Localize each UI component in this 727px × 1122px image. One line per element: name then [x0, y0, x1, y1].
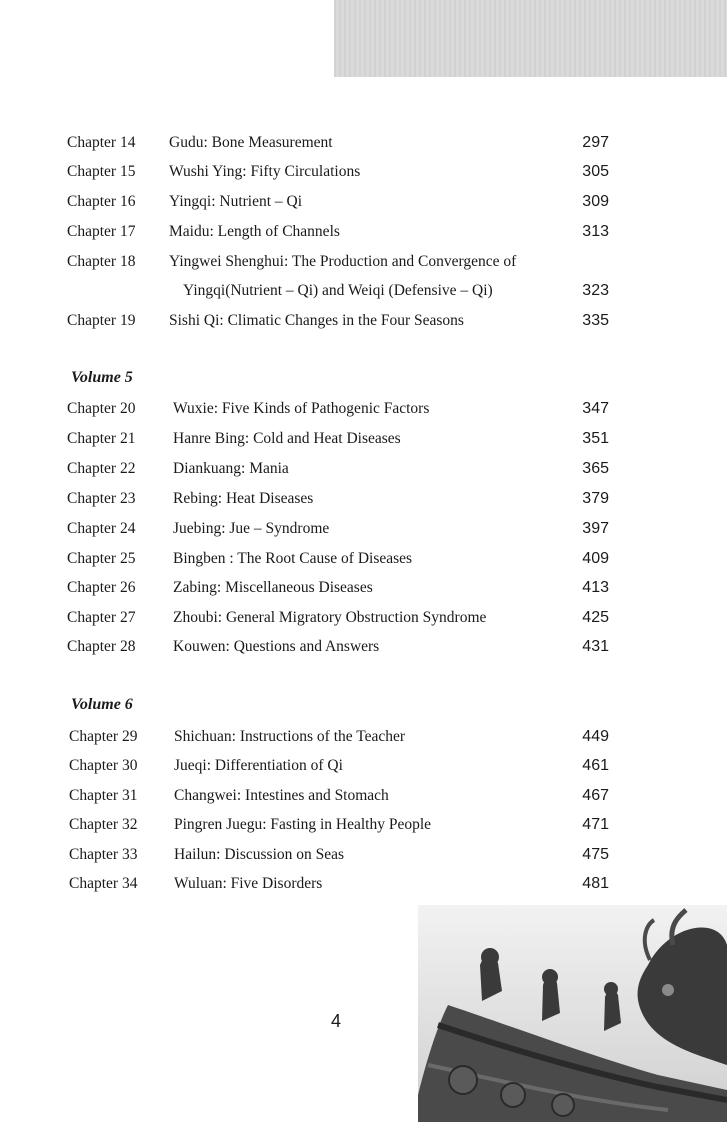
toc-entry — [0, 458, 727, 480]
toc-entry — [0, 221, 727, 243]
toc-entry — [0, 161, 727, 183]
chapter-title: Gudu: Bone Measurement — [169, 134, 333, 151]
toc-entry — [0, 518, 727, 540]
chapter-title: Juebing: Jue – Syndrome — [173, 520, 330, 537]
chapter-label: Chapter 19 — [67, 312, 136, 329]
page-ref: 449 — [582, 728, 609, 745]
page-ref: 471 — [582, 816, 609, 833]
toc-entry — [0, 251, 727, 273]
page-ref: 431 — [582, 638, 609, 655]
toc-entry — [0, 726, 727, 748]
page-ref: 397 — [582, 520, 609, 537]
chapter-title: Bingben : The Root Cause of Diseases — [173, 550, 413, 567]
chapter-title: Kouwen: Questions and Answers — [173, 638, 380, 655]
chapter-title: Wushi Ying: Fifty Circulations — [169, 163, 361, 180]
toc-entry — [0, 310, 727, 332]
page-ref: 323 — [582, 282, 609, 299]
chapter-label: Chapter 34 — [69, 875, 138, 892]
toc-entry — [0, 785, 727, 807]
toc-entry — [0, 488, 727, 510]
chapter-title: Yingwei Shenghui: The Production and Convergence of — [169, 253, 517, 270]
page-ref: 305 — [582, 163, 609, 180]
chapter-label: Chapter 27 — [67, 609, 136, 626]
chapter-title: Hanre Bing: Cold and Heat Diseases — [173, 430, 401, 447]
chapter-label: Chapter 17 — [67, 223, 136, 240]
chapter-label: Chapter 20 — [67, 400, 136, 417]
roof-ornament-illustration — [418, 905, 727, 1122]
chapter-title: Pingren Juegu: Fasting in Healthy People — [174, 816, 432, 833]
chapter-label: Chapter 22 — [67, 460, 136, 477]
chapter-label: Chapter 30 — [69, 757, 138, 774]
toc-entry — [0, 398, 727, 420]
chapter-label: Chapter 15 — [67, 163, 136, 180]
toc-entry — [0, 814, 727, 836]
page-ref: 365 — [582, 460, 609, 477]
toc-entry — [0, 873, 727, 895]
chapter-title: Wuxie: Five Kinds of Pathogenic Factors — [173, 400, 430, 417]
page-ref: 351 — [582, 430, 609, 447]
toc-entry — [0, 132, 727, 154]
volume-heading: Volume 6 — [71, 696, 133, 713]
page-ref: 475 — [582, 846, 609, 863]
toc-entry — [0, 607, 727, 629]
page-ref: 413 — [582, 579, 609, 596]
chapter-title: Wuluan: Five Disorders — [174, 875, 323, 892]
toc-entry — [0, 577, 727, 599]
chapter-title: Changwei: Intestines and Stomach — [174, 787, 389, 804]
chapter-title: Rebing: Heat Diseases — [173, 490, 314, 507]
chapter-title: Yingqi: Nutrient – Qi — [169, 193, 303, 210]
toc-entry — [0, 755, 727, 777]
chapter-label: Chapter 29 — [69, 728, 138, 745]
toc-entry — [0, 636, 727, 658]
page-ref: 409 — [582, 550, 609, 567]
chapter-label: Chapter 33 — [69, 846, 138, 863]
page-ref: 461 — [582, 757, 609, 774]
toc-entry — [0, 428, 727, 450]
page-ref: 379 — [582, 490, 609, 507]
toc-entry — [0, 844, 727, 866]
chapter-title-continued: Yingqi(Nutrient – Qi) and Weiqi (Defensive – Qi) — [183, 282, 493, 299]
page-ref: 425 — [582, 609, 609, 626]
chapter-title: Maidu: Length of Channels — [169, 223, 340, 240]
chapter-label: Chapter 18 — [67, 253, 136, 270]
chapter-label: Chapter 28 — [67, 638, 136, 655]
chapter-label: Chapter 16 — [67, 193, 136, 210]
page-ref: 297 — [582, 134, 609, 151]
page-ref: 309 — [582, 193, 609, 210]
chapter-title: Hailun: Discussion on Seas — [174, 846, 345, 863]
page-ref: 313 — [582, 223, 609, 240]
chapter-title: Jueqi: Differentiation of Qi — [174, 757, 343, 774]
chapter-title: Sishi Qi: Climatic Changes in the Four Seasons — [169, 312, 464, 329]
toc-entry-continued — [0, 280, 727, 302]
chapter-title: Zhoubi: General Migratory Obstruction Syndrome — [173, 609, 487, 626]
chapter-label: Chapter 25 — [67, 550, 136, 567]
chapter-label: Chapter 21 — [67, 430, 136, 447]
toc-entry — [0, 191, 727, 213]
chapter-label: Chapter 24 — [67, 520, 136, 537]
chapter-title: Diankuang: Mania — [173, 460, 289, 477]
chapter-label: Chapter 23 — [67, 490, 136, 507]
page-ref: 467 — [582, 787, 609, 804]
chapter-label: Chapter 26 — [67, 579, 136, 596]
page-number: 4 — [331, 1011, 342, 1031]
page-ref: 347 — [582, 400, 609, 417]
volume-heading: Volume 5 — [71, 369, 133, 386]
chapter-label: Chapter 31 — [69, 787, 138, 804]
chapter-title: Zabing: Miscellaneous Diseases — [173, 579, 373, 596]
chapter-label: Chapter 32 — [69, 816, 138, 833]
toc-entry — [0, 548, 727, 570]
page-ref: 481 — [582, 875, 609, 892]
chapter-title: Shichuan: Instructions of the Teacher — [174, 728, 406, 745]
chapter-label: Chapter 14 — [67, 134, 136, 151]
page-ref: 335 — [582, 312, 609, 329]
